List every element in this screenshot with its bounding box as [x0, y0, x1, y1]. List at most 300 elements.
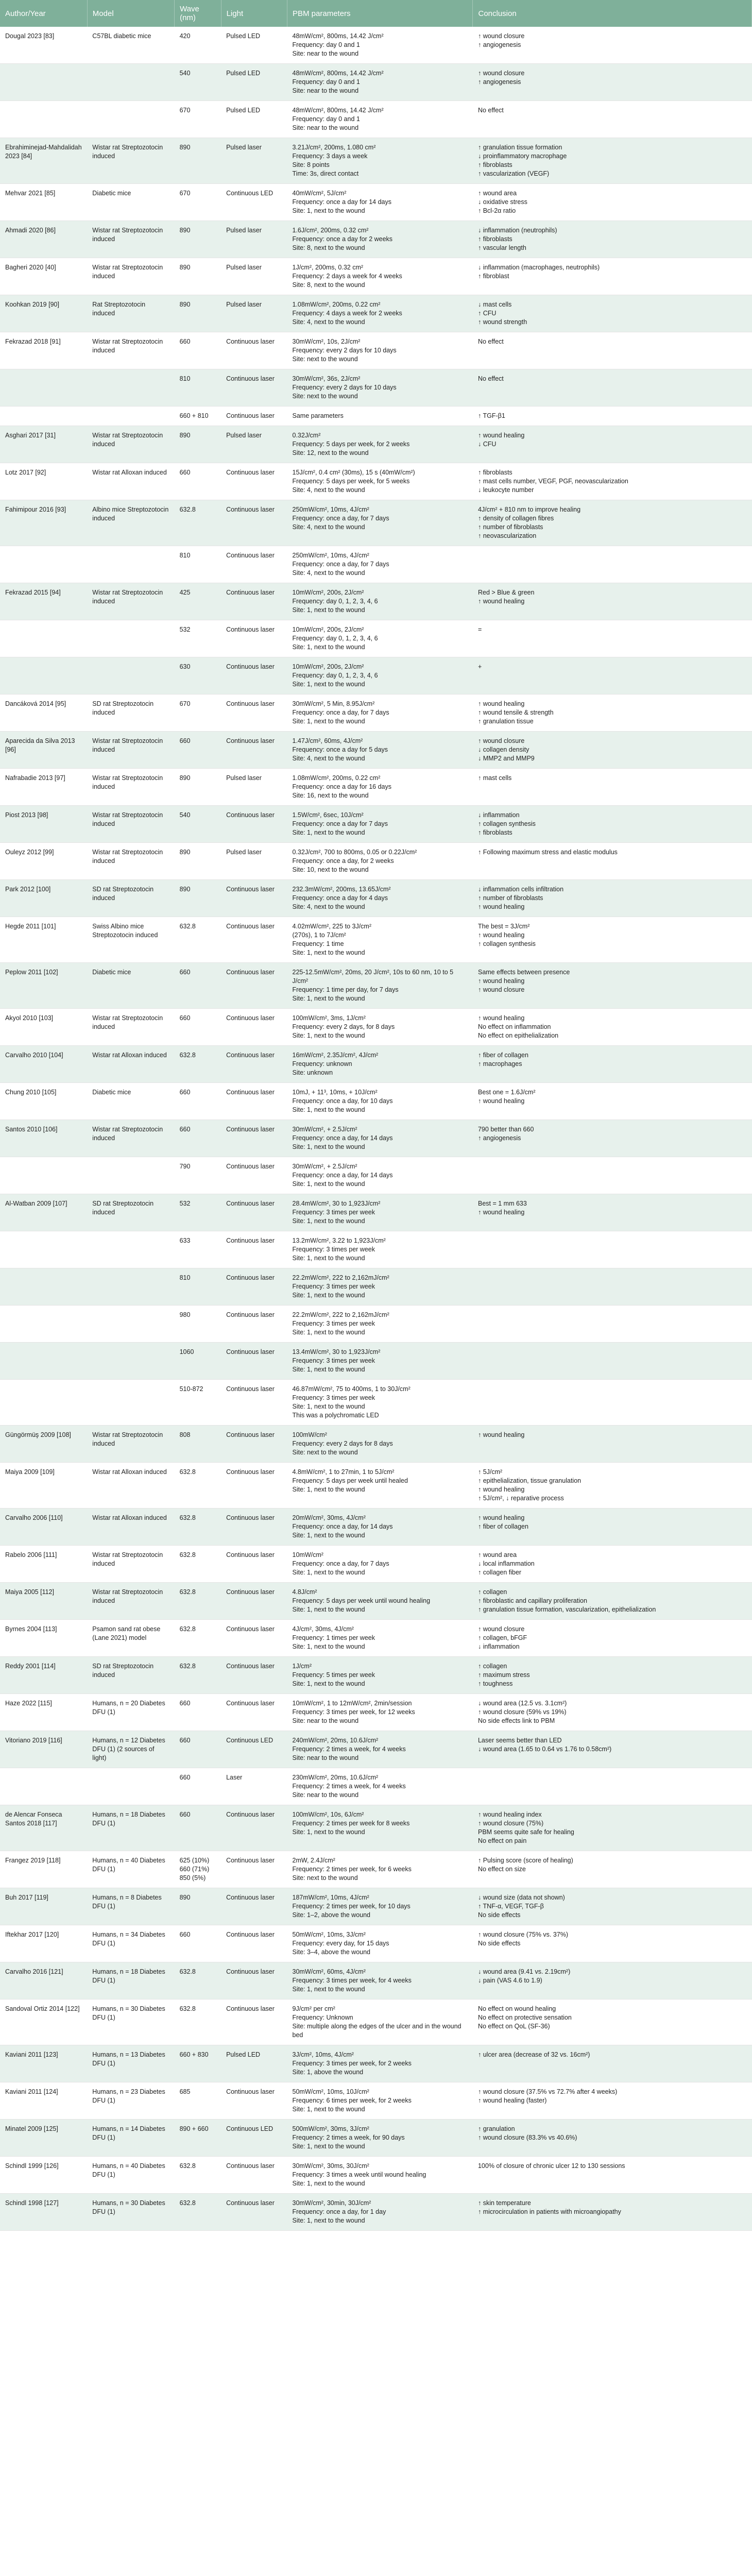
cell-wave: 540	[175, 64, 221, 101]
cell-wave: 660 + 810	[175, 406, 221, 426]
table-row	[0, 806, 752, 843]
cell-model	[87, 369, 174, 406]
table-row	[0, 917, 752, 963]
cell-conclusion: ↑ Following maximum stress and elastic modulus	[473, 843, 752, 880]
cell-wave: 810	[175, 369, 221, 406]
table-row	[0, 2045, 752, 2082]
cell-author: Santos 2010 [106]	[0, 1120, 87, 1157]
cell-conclusion: No effect on wound healing No effect on protective sensation No effect on QoL (SF-36)	[473, 1999, 752, 2045]
cell-params: 22.2mW/cm², 222 to 2,162mJ/cm² Frequency: 3 times per week Site: 1, next to the wound	[287, 1268, 473, 1306]
cell-conclusion: ↑ wound closure ↓ collagen density ↓ MMP2 and MMP9	[473, 732, 752, 769]
cell-light: Pulsed laser	[221, 221, 287, 258]
cell-author: Fekrazad 2018 [91]	[0, 332, 87, 369]
cell-wave: 685	[175, 2082, 221, 2120]
cell-model: Psamon sand rat obese (Lane 2021) model	[87, 1620, 174, 1657]
cell-params: 40mW/cm², 5J/cm² Frequency: once a day for 14 days Site: 1, next to the wound	[287, 184, 473, 221]
cell-wave: 660	[175, 1731, 221, 1768]
cell-wave: 632.8	[175, 2157, 221, 2194]
table-row	[0, 463, 752, 500]
cell-params: 187mW/cm², 10ms, 4J/cm² Frequency: 2 times per week, for 10 days Site: 1–2, above the wound	[287, 1888, 473, 1925]
cell-author: Park 2012 [100]	[0, 880, 87, 917]
cell-model: Swiss Albino mice Streptozotocin induced	[87, 917, 174, 963]
cell-params: 30mW/cm², 5 Min, 8.95J/cm² Frequency: once a day, for 7 days Site: 1, next to the wound	[287, 694, 473, 732]
cell-params: 240mW/cm², 20ms, 10.6J/cm² Frequency: 2 times a week, for 4 weeks Site: near to the wound	[287, 1731, 473, 1768]
cell-author: Aparecida da Silva 2013 [96]	[0, 732, 87, 769]
cell-light: Continuous laser	[221, 963, 287, 1009]
cell-wave: 810	[175, 1268, 221, 1306]
cell-conclusion: ↑ wound closure (37.5% vs 72.7% after 4 weeks) ↑ wound healing (faster)	[473, 2082, 752, 2120]
table-row	[0, 258, 752, 295]
cell-conclusion: Red > Blue & green ↑ wound healing	[473, 583, 752, 620]
cell-author: Nafrabadie 2013 [97]	[0, 769, 87, 806]
cell-light: Continuous laser	[221, 1546, 287, 1583]
cell-author: Dancáková 2014 [95]	[0, 694, 87, 732]
cell-params: 1.47J/cm², 60ms, 4J/cm² Frequency: once a day for 5 days Site: 4, next to the wound	[287, 732, 473, 769]
table-row	[0, 184, 752, 221]
cell-params: 22.2mW/cm², 222 to 2,162mJ/cm² Frequency: 3 times per week Site: 1, next to the wound	[287, 1306, 473, 1343]
cell-author	[0, 1268, 87, 1306]
cell-params: 1.08mW/cm², 200ms, 0.22 cm² Frequency: once a day for 16 days Site: 16, next to the wound	[287, 769, 473, 806]
cell-author	[0, 1157, 87, 1194]
cell-conclusion: ↑ wound healing ↓ CFU	[473, 426, 752, 463]
table-row	[0, 769, 752, 806]
cell-author: Maiya 2005 [112]	[0, 1583, 87, 1620]
cell-params: 4.8J/cm² Frequency: 5 days per week until wound healing Site: 1, next to the wound	[287, 1583, 473, 1620]
cell-wave: 890	[175, 221, 221, 258]
cell-light: Continuous laser	[221, 1046, 287, 1083]
cell-author	[0, 406, 87, 426]
cell-model: Albino mice Streptozotocin induced	[87, 500, 174, 546]
cell-conclusion: Same effects between presence ↑ wound healing ↑ wound closure	[473, 963, 752, 1009]
cell-model	[87, 1343, 174, 1380]
cell-model: Humans, n = 34 Diabetes DFU (1)	[87, 1925, 174, 1962]
cell-author: Kaviani 2011 [124]	[0, 2082, 87, 2120]
cell-model: Wistar rat Streptozotocin induced	[87, 221, 174, 258]
cell-author	[0, 1231, 87, 1268]
cell-params: 48mW/cm², 800ms, 14.42 J/cm² Frequency: day 0 and 1 Site: near to the wound	[287, 101, 473, 138]
table-row	[0, 1546, 752, 1583]
cell-model: C57BL diabetic mice	[87, 27, 174, 64]
cell-wave: 532	[175, 1194, 221, 1231]
cell-author: Haze 2022 [115]	[0, 1694, 87, 1731]
table-row	[0, 1731, 752, 1768]
table-row	[0, 1583, 752, 1620]
cell-params: 1.08mW/cm², 200ms, 0.22 cm² Frequency: 4 days a week for 2 weeks Site: 4, next to the wound	[287, 295, 473, 332]
cell-model: Humans, n = 18 Diabetes DFU (1)	[87, 1962, 174, 1999]
cell-model: Wistar rat Streptozotocin induced	[87, 258, 174, 295]
cell-model: Wistar rat Streptozotocin induced	[87, 583, 174, 620]
cell-params: 13.2mW/cm², 3.22 to 1,923J/cm² Frequency: 3 times per week Site: 1, next to the wound	[287, 1231, 473, 1268]
cell-wave: 890	[175, 769, 221, 806]
cell-light: Continuous laser	[221, 1509, 287, 1546]
cell-light: Continuous laser	[221, 1009, 287, 1046]
cell-light: Continuous laser	[221, 1120, 287, 1157]
cell-params: 13.4mW/cm², 30 to 1,923J/cm² Frequency: 3 times per week Site: 1, next to the wound	[287, 1343, 473, 1380]
cell-conclusion: 790 better than 660 ↑ angiogenesis	[473, 1120, 752, 1157]
table-row	[0, 64, 752, 101]
cell-author	[0, 369, 87, 406]
cell-params: 250mW/cm², 10ms, 4J/cm² Frequency: once a day, for 7 days Site: 4, next to the wound	[287, 500, 473, 546]
cell-conclusion	[473, 1268, 752, 1306]
cell-model: Humans, n = 14 Diabetes DFU (1)	[87, 2120, 174, 2157]
header-wave: Wave (nm)	[175, 0, 221, 27]
cell-conclusion: ↑ fibroblasts ↑ mast cells number, VEGF, PGF, neovascularization ↓ leukocyte number	[473, 463, 752, 500]
cell-conclusion: ↑ wound area ↓ oxidative stress ↑ Bcl-2α ratio	[473, 184, 752, 221]
cell-params: 28.4mW/cm², 30 to 1,923J/cm² Frequency: 3 times per week Site: 1, next to the wound	[287, 1194, 473, 1231]
cell-params: 3J/cm², 10ms, 4J/cm² Frequency: 3 times per week, for 2 weeks Site: 1, above the wound	[287, 2045, 473, 2082]
cell-params: 50mW/cm², 10ms, 10J/cm² Frequency: 6 times per week, for 2 weeks Site: 1, next to the wound	[287, 2082, 473, 2120]
cell-conclusion: ↑ wound area ↓ local inflammation ↑ collagen fiber	[473, 1546, 752, 1583]
cell-author: Bagheri 2020 [40]	[0, 258, 87, 295]
cell-params: 30mW/cm², + 2.5J/cm² Frequency: once a day, for 14 days Site: 1, next to the wound	[287, 1157, 473, 1194]
cell-light: Continuous laser	[221, 1157, 287, 1194]
cell-model: Diabetic mice	[87, 963, 174, 1009]
cell-wave: 890	[175, 880, 221, 917]
cell-wave: 632.8	[175, 1046, 221, 1083]
cell-model	[87, 101, 174, 138]
cell-light: Pulsed laser	[221, 843, 287, 880]
cell-conclusion: ↑ wound closure ↑ angiogenesis	[473, 27, 752, 64]
cell-light: Continuous laser	[221, 1380, 287, 1426]
cell-light: Continuous laser	[221, 2157, 287, 2194]
cell-light: Continuous laser	[221, 1620, 287, 1657]
cell-conclusion: ↓ inflammation ↑ collagen synthesis ↑ fibroblasts	[473, 806, 752, 843]
cell-conclusion: ↑ collagen ↑ maximum stress ↑ toughness	[473, 1657, 752, 1694]
cell-light: Continuous laser	[221, 1694, 287, 1731]
cell-author	[0, 64, 87, 101]
cell-light: Continuous laser	[221, 1306, 287, 1343]
cell-params: 225-12.5mW/cm², 20ms, 20 J/cm², 10s to 60 nm, 10 to 5 J/cm² Frequency: 1 time per day, for 7 days Site: 1, next to the wound	[287, 963, 473, 1009]
table-row	[0, 732, 752, 769]
cell-conclusion: ↑ wound closure ↑ angiogenesis	[473, 64, 752, 101]
cell-params: 30mW/cm², 10s, 2J/cm² Frequency: every 2 days for 10 days Site: next to the wound	[287, 332, 473, 369]
cell-author: Ebrahiminejad-Mahdalidah 2023 [84]	[0, 138, 87, 184]
header-row	[0, 0, 752, 27]
cell-params: 4J/cm², 30ms, 4J/cm² Frequency: 1 times per week Site: 1, next to the wound	[287, 1620, 473, 1657]
cell-light: Continuous laser	[221, 1805, 287, 1851]
cell-light: Continuous laser	[221, 2082, 287, 2120]
cell-conclusion: ↑ fiber of collagen ↑ macrophages	[473, 1046, 752, 1083]
cell-author: Reddy 2001 [114]	[0, 1657, 87, 1694]
table-row	[0, 1657, 752, 1694]
cell-params: 10mW/cm², 200s, 2J/cm² Frequency: day 0, 1, 2, 3, 4, 6 Site: 1, next to the wound	[287, 657, 473, 694]
cell-light: Pulsed LED	[221, 101, 287, 138]
table-row	[0, 1306, 752, 1343]
cell-light: Continuous laser	[221, 694, 287, 732]
cell-model	[87, 1306, 174, 1343]
cell-light: Continuous laser	[221, 1231, 287, 1268]
table-row	[0, 27, 752, 64]
table-row	[0, 1888, 752, 1925]
cell-conclusion: ↓ wound area (12.5 vs. 3.1cm²) ↑ wound closure (59% vs 19%) No side effects link to PBM	[473, 1694, 752, 1731]
cell-model: Humans, n = 23 Diabetes DFU (1)	[87, 2082, 174, 2120]
cell-author: Lotz 2017 [92]	[0, 463, 87, 500]
table-row	[0, 2120, 752, 2157]
cell-light: Continuous laser	[221, 1463, 287, 1509]
cell-conclusion: ↓ wound size (data not shown) ↑ TNF-α, VEGF, TGF-β No side effects	[473, 1888, 752, 1925]
cell-light: Continuous laser	[221, 583, 287, 620]
cell-conclusion: ↓ wound area (9.41 vs. 2.19cm²) ↓ pain (VAS 4.6 to 1.9)	[473, 1962, 752, 1999]
cell-light: Continuous laser	[221, 1343, 287, 1380]
cell-model	[87, 657, 174, 694]
cell-author	[0, 101, 87, 138]
cell-light: Pulsed laser	[221, 295, 287, 332]
table-row	[0, 500, 752, 546]
cell-light: Continuous laser	[221, 1657, 287, 1694]
cell-model: Wistar rat Alloxan induced	[87, 1046, 174, 1083]
cell-model: Wistar rat Streptozotocin induced	[87, 806, 174, 843]
cell-model: Wistar rat Streptozotocin induced	[87, 1009, 174, 1046]
cell-wave: 510-872	[175, 1380, 221, 1426]
cell-conclusion: ↑ wound healing	[473, 1426, 752, 1463]
cell-author: Mehvar 2021 [85]	[0, 184, 87, 221]
cell-author: Peplow 2011 [102]	[0, 963, 87, 1009]
cell-model: Diabetic mice	[87, 184, 174, 221]
cell-wave: 425	[175, 583, 221, 620]
cell-conclusion: ↓ inflammation (macrophages, neutrophils) ↑ fibroblast	[473, 258, 752, 295]
cell-model: Diabetic mice	[87, 1083, 174, 1120]
table-row	[0, 1999, 752, 2045]
table-row	[0, 1380, 752, 1426]
table-row	[0, 2157, 752, 2194]
cell-params: 16mW/cm², 2.35J/cm², 4J/cm² Frequency: unknown Site: unknown	[287, 1046, 473, 1083]
cell-params: 10mW/cm² Frequency: once a day, for 7 days Site: 1, next to the wound	[287, 1546, 473, 1583]
cell-light: Continuous laser	[221, 463, 287, 500]
cell-light: Continuous laser	[221, 806, 287, 843]
cell-wave: 632.8	[175, 1546, 221, 1583]
cell-light: Pulsed laser	[221, 258, 287, 295]
cell-wave: 790	[175, 1157, 221, 1194]
cell-params: 30mW/cm², 30ms, 30J/cm² Frequency: 3 times a week until wound healing Site: 1, next to the wound	[287, 2157, 473, 2194]
cell-light: Continuous laser	[221, 620, 287, 657]
cell-wave: 660	[175, 1083, 221, 1120]
cell-wave: 660	[175, 1009, 221, 1046]
table-row	[0, 1768, 752, 1805]
table-row	[0, 295, 752, 332]
cell-light: Continuous laser	[221, 1999, 287, 2045]
cell-conclusion	[473, 1157, 752, 1194]
cell-wave: 670	[175, 694, 221, 732]
table-row	[0, 1009, 752, 1046]
cell-light: Continuous laser	[221, 369, 287, 406]
cell-light: Continuous laser	[221, 1426, 287, 1463]
table-row	[0, 426, 752, 463]
cell-model: Wistar rat Streptozotocin induced	[87, 426, 174, 463]
cell-conclusion: ↑ mast cells	[473, 769, 752, 806]
cell-params: 30mW/cm², 60ms, 4J/cm² Frequency: 3 times per week, for 4 weeks Site: 1, next to the wound	[287, 1962, 473, 1999]
cell-author: Carvalho 2016 [121]	[0, 1962, 87, 1999]
table-row	[0, 1231, 752, 1268]
cell-model: Humans, n = 20 Diabetes DFU (1)	[87, 1694, 174, 1731]
cell-params: 100mW/cm² Frequency: every 2 days for 8 days Site: next to the wound	[287, 1426, 473, 1463]
cell-wave: 660	[175, 1768, 221, 1805]
cell-author: Buh 2017 [119]	[0, 1888, 87, 1925]
cell-author	[0, 620, 87, 657]
cell-conclusion: Best = 1 mm 633 ↑ wound healing	[473, 1194, 752, 1231]
cell-params: 9J/cm² per cm² Frequency: Unknown Site: multiple along the edges of the ulcer and in the wound bed	[287, 1999, 473, 2045]
table-row	[0, 2194, 752, 2231]
cell-author: Byrnes 2004 [113]	[0, 1620, 87, 1657]
cell-author: Piost 2013 [98]	[0, 806, 87, 843]
table-row	[0, 1157, 752, 1194]
cell-params: 30mW/cm², + 2.5J/cm² Frequency: once a day, for 14 days Site: 1, next to the wound	[287, 1120, 473, 1157]
table-row	[0, 963, 752, 1009]
table-row	[0, 1083, 752, 1120]
cell-conclusion: ↑ granulation tissue formation ↓ proinflammatory macrophage ↑ fibroblasts ↑ vascularization (VEGF)	[473, 138, 752, 184]
cell-wave: 890	[175, 1888, 221, 1925]
table-row	[0, 1194, 752, 1231]
cell-light: Continuous laser	[221, 880, 287, 917]
cell-light: Pulsed LED	[221, 64, 287, 101]
table-row	[0, 1426, 752, 1463]
cell-params: 48mW/cm², 800ms, 14.42 J/cm² Frequency: day 0 and 1 Site: near to the wound	[287, 27, 473, 64]
cell-author: Frangez 2019 [118]	[0, 1851, 87, 1888]
cell-wave: 890 + 660	[175, 2120, 221, 2157]
table-row	[0, 583, 752, 620]
cell-conclusion: No effect	[473, 101, 752, 138]
cell-model: Wistar rat Alloxan induced	[87, 1509, 174, 1546]
cell-conclusion: ↑ wound closure ↑ collagen, bFGF ↓ inflammation	[473, 1620, 752, 1657]
cell-conclusion: Laser seems better than LED ↓ wound area (1.65 to 0.64 vs 1.76 to 0.58cm²)	[473, 1731, 752, 1768]
cell-conclusion: ↑ wound healing index ↑ wound closure (75%) PBM seems quite safe for healing No effect on pain	[473, 1805, 752, 1851]
cell-author: Fahimipour 2016 [93]	[0, 500, 87, 546]
cell-model	[87, 620, 174, 657]
table-row	[0, 657, 752, 694]
cell-model: Wistar rat Streptozotocin induced	[87, 332, 174, 369]
cell-model	[87, 1231, 174, 1268]
cell-conclusion: ↓ mast cells ↑ CFU ↑ wound strength	[473, 295, 752, 332]
cell-model: SD rat Streptozotocin induced	[87, 880, 174, 917]
cell-wave: 632.8	[175, 1657, 221, 1694]
cell-light: Continuous laser	[221, 1583, 287, 1620]
cell-wave: 660	[175, 463, 221, 500]
cell-author: Carvalho 2006 [110]	[0, 1509, 87, 1546]
cell-params: 3.21J/cm², 200ms, 1.080 cm² Frequency: 3 days a week Site: 8 points Time: 3s, direct contact	[287, 138, 473, 184]
cell-model: SD rat Streptozotocin induced	[87, 694, 174, 732]
cell-wave: 632.8	[175, 1962, 221, 1999]
table-row	[0, 1046, 752, 1083]
cell-params: 46.87mW/cm², 75 to 400ms, 1 to 30J/cm² Frequency: 3 times per week Site: 1, next to the wound This was a polychromatic LED	[287, 1380, 473, 1426]
table-row	[0, 2082, 752, 2120]
cell-params: 20mW/cm², 30ms, 4J/cm² Frequency: once a day, for 14 days Site: 1, next to the wound	[287, 1509, 473, 1546]
cell-light: Continuous LED	[221, 2120, 287, 2157]
table-row	[0, 138, 752, 184]
cell-author: Koohkan 2019 [90]	[0, 295, 87, 332]
cell-conclusion: ↑ 5J/cm² ↑ epithelialization, tissue granulation ↑ wound healing ↑ 5J/cm², ↓ reparative process	[473, 1463, 752, 1509]
cell-light: Continuous laser	[221, 500, 287, 546]
cell-light: Continuous laser	[221, 1851, 287, 1888]
cell-model: Wistar rat Streptozotocin induced	[87, 843, 174, 880]
cell-wave: 632.8	[175, 1463, 221, 1509]
cell-conclusion: ↑ collagen ↑ fibroblastic and capillary proliferation ↑ granulation tissue formation, vascularization, epithelialization	[473, 1583, 752, 1620]
cell-author: Hegde 2011 [101]	[0, 917, 87, 963]
table-row	[0, 101, 752, 138]
cell-light: Continuous laser	[221, 917, 287, 963]
cell-wave: 890	[175, 295, 221, 332]
cell-wave: 532	[175, 620, 221, 657]
cell-conclusion: ↓ inflammation (neutrophils) ↑ fibroblasts ↑ vascular length	[473, 221, 752, 258]
cell-params: 250mW/cm², 10ms, 4J/cm² Frequency: once a day, for 7 days Site: 4, next to the wound	[287, 546, 473, 583]
cell-wave: 810	[175, 546, 221, 583]
cell-author: Minatel 2009 [125]	[0, 2120, 87, 2157]
cell-model: Humans, n = 30 Diabetes DFU (1)	[87, 1999, 174, 2045]
table-row	[0, 880, 752, 917]
cell-light: Continuous laser	[221, 1925, 287, 1962]
cell-light: Continuous laser	[221, 1268, 287, 1306]
cell-model	[87, 546, 174, 583]
table-row	[0, 1120, 752, 1157]
cell-params: 100mW/cm², 3ms, 1J/cm² Frequency: every 2 days, for 8 days Site: 1, next to the wound	[287, 1009, 473, 1046]
cell-conclusion: ↑ ulcer area (decrease of 32 vs. 16cm²)	[473, 2045, 752, 2082]
cell-conclusion: No effect	[473, 332, 752, 369]
cell-author	[0, 1343, 87, 1380]
cell-params: 1J/cm² Frequency: 5 times per week Site: 1, next to the wound	[287, 1657, 473, 1694]
header-params: PBM parameters	[287, 0, 473, 27]
cell-light: Continuous LED	[221, 1731, 287, 1768]
table-row	[0, 406, 752, 426]
cell-wave: 670	[175, 184, 221, 221]
cell-author: Chung 2010 [105]	[0, 1083, 87, 1120]
cell-author	[0, 1306, 87, 1343]
cell-wave: 660	[175, 1805, 221, 1851]
header-light: Light	[221, 0, 287, 27]
cell-author: Schindl 1999 [126]	[0, 2157, 87, 2194]
cell-model: Wistar rat Alloxan induced	[87, 463, 174, 500]
cell-author: Kaviani 2011 [123]	[0, 2045, 87, 2082]
cell-conclusion: ↑ skin temperature ↑ microcirculation in patients with microangiopathy	[473, 2194, 752, 2231]
cell-light: Continuous laser	[221, 546, 287, 583]
cell-author	[0, 657, 87, 694]
table-row	[0, 1962, 752, 1999]
cell-wave: 632.8	[175, 917, 221, 963]
cell-params: 10mJ, + 11³, 10ms, + 10J/cm² Frequency: once a day, for 10 days Site: 1, next to the wound	[287, 1083, 473, 1120]
cell-light: Pulsed LED	[221, 27, 287, 64]
cell-conclusion: 4J/cm² + 810 nm to improve healing ↑ density of collagen fibres ↑ number of fibroblasts ↑ neovascularization	[473, 500, 752, 546]
cell-author: Rabelo 2006 [111]	[0, 1546, 87, 1583]
cell-light: Continuous laser	[221, 1083, 287, 1120]
cell-author: Akyol 2010 [103]	[0, 1009, 87, 1046]
cell-author: de Alencar Fonseca Santos 2018 [117]	[0, 1805, 87, 1851]
cell-light: Pulsed laser	[221, 769, 287, 806]
cell-light: Continuous laser	[221, 332, 287, 369]
cell-wave: 670	[175, 101, 221, 138]
cell-conclusion: Best one = 1.6J/cm² ↑ wound healing	[473, 1083, 752, 1120]
cell-author: Ahmadi 2020 [86]	[0, 221, 87, 258]
cell-wave: 890	[175, 843, 221, 880]
cell-author	[0, 1380, 87, 1426]
cell-wave: 540	[175, 806, 221, 843]
cell-author: Ouleyz 2012 [99]	[0, 843, 87, 880]
cell-author: Asghari 2017 [31]	[0, 426, 87, 463]
cell-light: Continuous laser	[221, 1194, 287, 1231]
cell-model	[87, 406, 174, 426]
table-row	[0, 1851, 752, 1888]
cell-wave: 625 (10%) 660 (71%) 850 (5%)	[175, 1851, 221, 1888]
table-body	[0, 27, 752, 2231]
header-author: Author/Year	[0, 0, 87, 27]
table-row	[0, 1268, 752, 1306]
cell-conclusion: ↑ wound healing ↑ fiber of collagen	[473, 1509, 752, 1546]
cell-conclusion	[473, 1343, 752, 1380]
cell-light: Continuous LED	[221, 184, 287, 221]
cell-model: Rat Streptozotocin induced	[87, 295, 174, 332]
cell-author: Fekrazad 2015 [94]	[0, 583, 87, 620]
cell-params: 4.8mW/cm², 1 to 27min, 1 to 5J/cm² Frequency: 5 days per week until healed Site: 1, next to the wound	[287, 1463, 473, 1509]
cell-model: Humans, n = 13 Diabetes DFU (1)	[87, 2045, 174, 2082]
header-model: Model	[87, 0, 174, 27]
cell-params: 10mW/cm², 1 to 12mW/cm², 2min/session Frequency: 3 times per week, for 12 weeks Site: near to the wound	[287, 1694, 473, 1731]
cell-wave: 420	[175, 27, 221, 64]
